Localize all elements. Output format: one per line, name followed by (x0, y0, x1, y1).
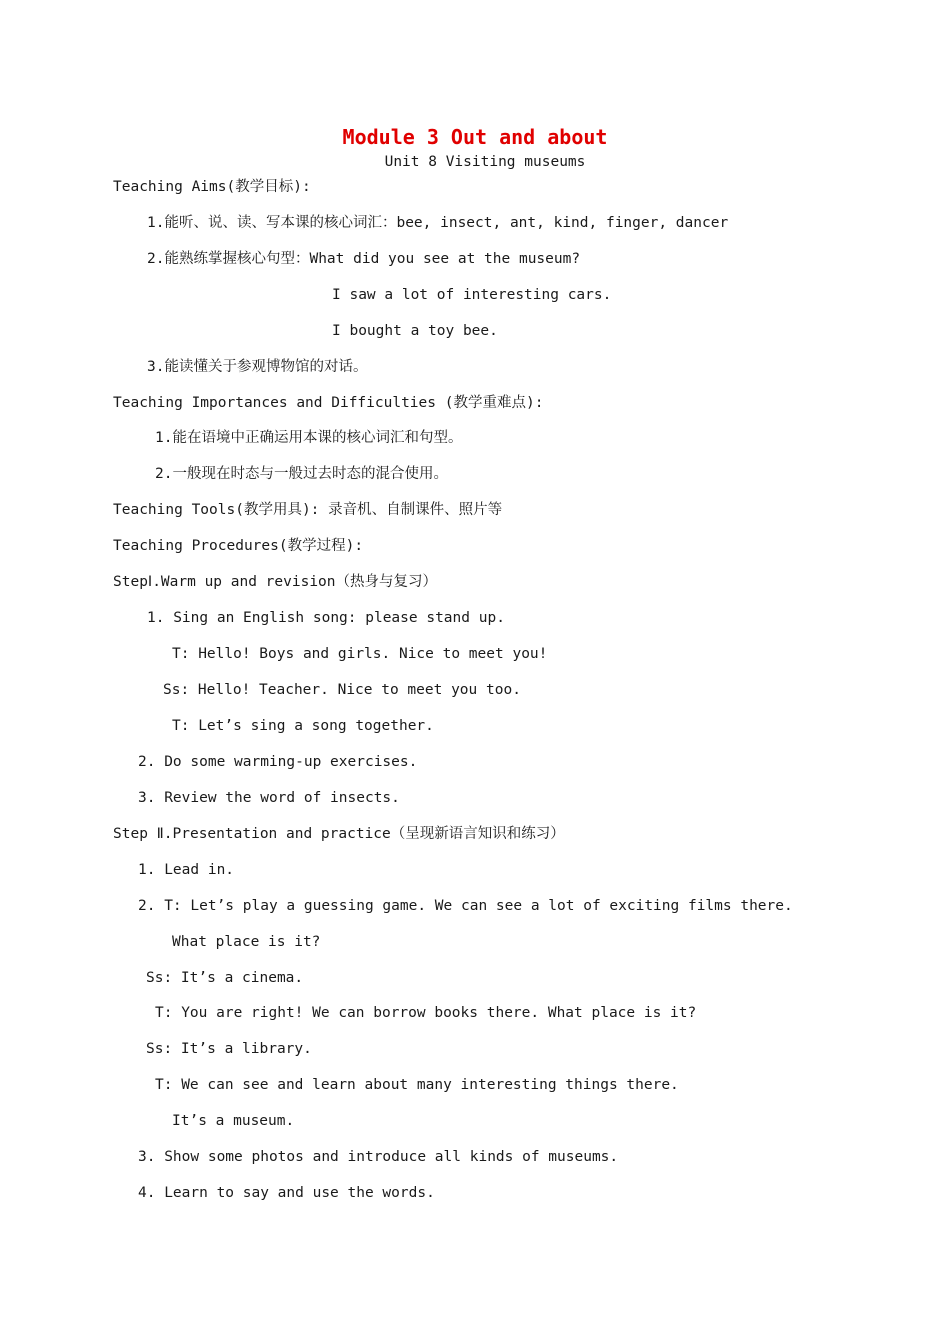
step1-dialog-1: T: Hello! Boys and girls. Nice to meet you! (172, 646, 548, 662)
step2-item-3: 3. Show some photos and introduce all kinds of museums. (138, 1149, 619, 1165)
step2-dialog-ss-2: Ss: It’s a library. (146, 1041, 312, 1057)
step1-heading: StepⅠ.Warm up and revision（热身与复习） (113, 574, 438, 590)
importances-item-2: 2.一般现在时态与一般过去时态的混合使用。 (155, 466, 448, 482)
aims-item-2-sentence-2: I saw a lot of interesting cars. (332, 287, 612, 303)
tools-line: Teaching Tools(教学用具): 录音机、自制课件、照片等 (113, 502, 503, 518)
step2-dialog-t-3-continued: It’s a museum. (172, 1113, 295, 1129)
document-subtitle: Unit 8 Visiting museums (384, 154, 586, 170)
step2-dialog-t-3: T: We can see and learn about many interesting things there. (155, 1077, 679, 1093)
importances-heading: Teaching Importances and Difficulties (教学重难点): (113, 395, 544, 411)
step2-item-4: 4. Learn to say and use the words. (138, 1185, 435, 1201)
aims-item-2-sentence-3: I bought a toy bee. (332, 323, 498, 339)
step2-dialog-t-2: T: You are right! We can borrow books there. What place is it? (155, 1005, 697, 1021)
step2-item-1: 1. Lead in. (138, 862, 235, 878)
step2-heading: Step Ⅱ.Presentation and practice（呈现新语言知识和练习） (113, 826, 565, 842)
aims-item-1: 1.能听、说、读、写本课的核心词汇：bee, insect, ant, kind, finger, dancer (147, 215, 729, 231)
step2-dialog-ss-1: Ss: It’s a cinema. (146, 970, 304, 986)
importances-item-1: 1.能在语境中正确运用本课的核心词汇和句型。 (155, 430, 463, 446)
step1-dialog-3: T: Let’s sing a song together. (172, 718, 434, 734)
document-title: Module 3 Out and about (342, 125, 608, 149)
step2-item-2: 2. T: Let’s play a guessing game. We can see a lot of exciting films there. (138, 898, 793, 914)
step2-item-2-continued: What place is it? (172, 934, 321, 950)
procedures-heading: Teaching Procedures(教学过程): (113, 538, 364, 554)
step1-dialog-2: Ss: Hello! Teacher. Nice to meet you too. (163, 682, 521, 698)
step1-item-2: 2. Do some warming-up exercises. (138, 754, 418, 770)
aims-item-2: 2.能熟练掌握核心句型：What did you see at the museum? (147, 251, 581, 267)
step1-item-3: 3. Review the word of insects. (138, 790, 400, 806)
aims-item-3: 3.能读懂关于参观博物馆的对话。 (147, 359, 368, 375)
aims-heading: Teaching Aims(教学目标): (113, 179, 311, 195)
step1-item-1: 1. Sing an English song: please stand up. (147, 610, 505, 626)
